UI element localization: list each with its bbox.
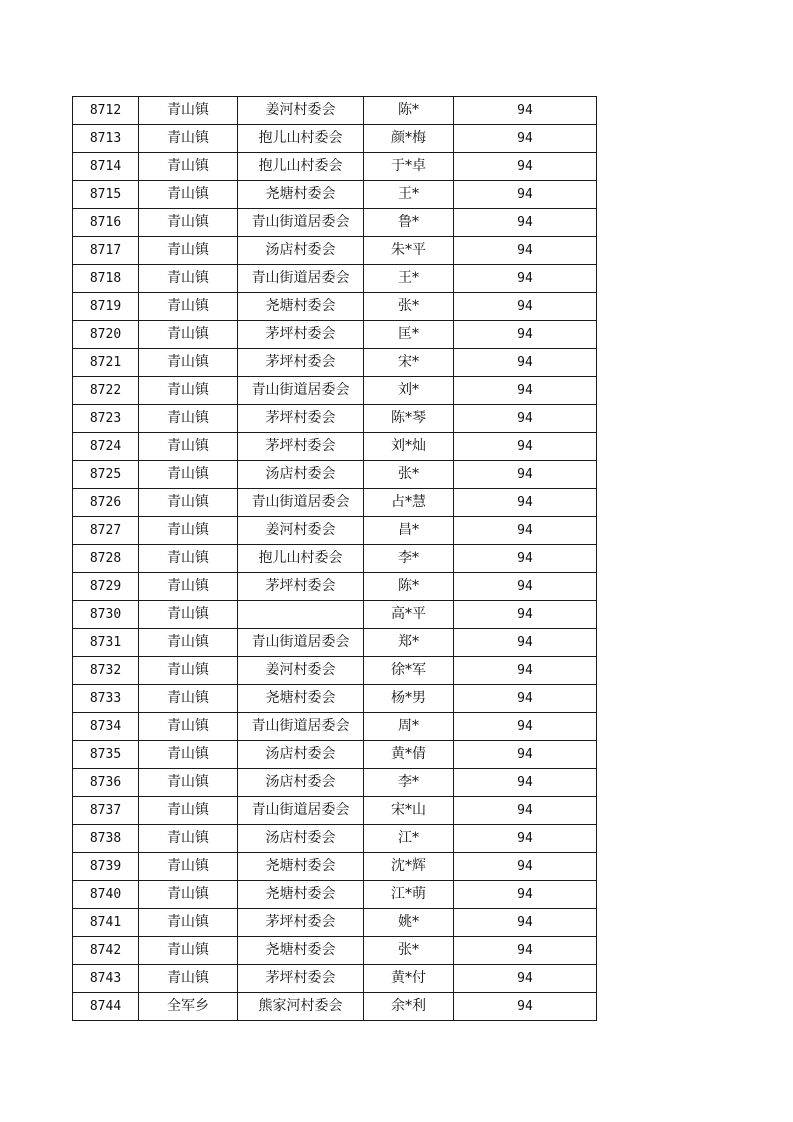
cell-id: 8735 xyxy=(73,741,139,769)
cell-id: 8720 xyxy=(73,321,139,349)
cell-committee: 熊家河村委会 xyxy=(238,993,364,1021)
table-row xyxy=(73,349,597,377)
cell-id: 8732 xyxy=(73,657,139,685)
cell-score: 94 xyxy=(454,237,597,265)
table-body xyxy=(73,97,597,1021)
cell-id: 8731 xyxy=(73,629,139,657)
table-row xyxy=(73,685,597,713)
cell-score: 94 xyxy=(454,909,597,937)
cell-town: 青山镇 xyxy=(139,209,238,237)
cell-id: 8726 xyxy=(73,489,139,517)
cell-name: 王* xyxy=(364,181,454,209)
cell-town: 青山镇 xyxy=(139,769,238,797)
cell-committee: 汤店村委会 xyxy=(238,769,364,797)
cell-score: 94 xyxy=(454,853,597,881)
table-row xyxy=(73,769,597,797)
cell-score: 94 xyxy=(454,881,597,909)
cell-id: 8733 xyxy=(73,685,139,713)
cell-score: 94 xyxy=(454,433,597,461)
cell-score: 94 xyxy=(454,209,597,237)
cell-name: 陈*琴 xyxy=(364,405,454,433)
cell-name: 昌* xyxy=(364,517,454,545)
cell-score: 94 xyxy=(454,741,597,769)
cell-committee: 汤店村委会 xyxy=(238,825,364,853)
cell-town: 青山镇 xyxy=(139,685,238,713)
cell-committee: 青山街道居委会 xyxy=(238,797,364,825)
table-row xyxy=(73,517,597,545)
cell-id: 8723 xyxy=(73,405,139,433)
cell-id: 8736 xyxy=(73,769,139,797)
cell-name: 沈*辉 xyxy=(364,853,454,881)
cell-id: 8718 xyxy=(73,265,139,293)
cell-id: 8716 xyxy=(73,209,139,237)
table-row xyxy=(73,321,597,349)
cell-committee: 尧塘村委会 xyxy=(238,937,364,965)
cell-town: 青山镇 xyxy=(139,321,238,349)
cell-committee: 茅坪村委会 xyxy=(238,573,364,601)
cell-town: 青山镇 xyxy=(139,433,238,461)
cell-name: 张* xyxy=(364,461,454,489)
cell-committee: 青山街道居委会 xyxy=(238,265,364,293)
cell-score: 94 xyxy=(454,321,597,349)
cell-name: 刘*灿 xyxy=(364,433,454,461)
cell-town: 青山镇 xyxy=(139,797,238,825)
cell-town: 青山镇 xyxy=(139,853,238,881)
cell-id: 8740 xyxy=(73,881,139,909)
table-row xyxy=(73,657,597,685)
cell-committee: 茅坪村委会 xyxy=(238,321,364,349)
cell-score: 94 xyxy=(454,993,597,1021)
cell-town: 青山镇 xyxy=(139,741,238,769)
cell-town: 青山镇 xyxy=(139,713,238,741)
cell-town: 青山镇 xyxy=(139,881,238,909)
table-row xyxy=(73,965,597,993)
cell-town: 青山镇 xyxy=(139,181,238,209)
cell-name: 陈* xyxy=(364,97,454,125)
cell-committee: 尧塘村委会 xyxy=(238,853,364,881)
cell-score: 94 xyxy=(454,685,597,713)
cell-score: 94 xyxy=(454,769,597,797)
cell-id: 8724 xyxy=(73,433,139,461)
cell-committee: 青山街道居委会 xyxy=(238,713,364,741)
cell-name: 江* xyxy=(364,825,454,853)
cell-id: 8712 xyxy=(73,97,139,125)
cell-id: 8744 xyxy=(73,993,139,1021)
cell-name: 颜*梅 xyxy=(364,125,454,153)
cell-name: 周* xyxy=(364,713,454,741)
table-row xyxy=(73,741,597,769)
cell-town: 青山镇 xyxy=(139,517,238,545)
cell-score: 94 xyxy=(454,937,597,965)
cell-town: 青山镇 xyxy=(139,573,238,601)
table-row xyxy=(73,909,597,937)
cell-score: 94 xyxy=(454,181,597,209)
cell-committee: 尧塘村委会 xyxy=(238,881,364,909)
cell-town: 青山镇 xyxy=(139,657,238,685)
cell-score: 94 xyxy=(454,97,597,125)
cell-id: 8722 xyxy=(73,377,139,405)
cell-name: 余*利 xyxy=(364,993,454,1021)
cell-town: 青山镇 xyxy=(139,265,238,293)
cell-name: 郑* xyxy=(364,629,454,657)
cell-score: 94 xyxy=(454,573,597,601)
cell-name: 宋*山 xyxy=(364,797,454,825)
cell-name: 朱*平 xyxy=(364,237,454,265)
cell-id: 8730 xyxy=(73,601,139,629)
cell-name: 匡* xyxy=(364,321,454,349)
cell-name: 陈* xyxy=(364,573,454,601)
cell-town: 全军乡 xyxy=(139,993,238,1021)
cell-name: 于*卓 xyxy=(364,153,454,181)
cell-score: 94 xyxy=(454,461,597,489)
cell-name: 江*萌 xyxy=(364,881,454,909)
cell-score: 94 xyxy=(454,797,597,825)
cell-committee: 姜河村委会 xyxy=(238,97,364,125)
data-table xyxy=(72,96,597,1021)
cell-name: 占*慧 xyxy=(364,489,454,517)
cell-score: 94 xyxy=(454,629,597,657)
table-row xyxy=(73,405,597,433)
cell-score: 94 xyxy=(454,349,597,377)
cell-score: 94 xyxy=(454,517,597,545)
cell-town: 青山镇 xyxy=(139,489,238,517)
cell-name: 张* xyxy=(364,937,454,965)
cell-name: 姚* xyxy=(364,909,454,937)
cell-town: 青山镇 xyxy=(139,153,238,181)
cell-id: 8737 xyxy=(73,797,139,825)
table-row xyxy=(73,881,597,909)
cell-town: 青山镇 xyxy=(139,965,238,993)
cell-name: 杨*男 xyxy=(364,685,454,713)
cell-committee: 茅坪村委会 xyxy=(238,965,364,993)
cell-name: 宋* xyxy=(364,349,454,377)
cell-id: 8729 xyxy=(73,573,139,601)
table-row xyxy=(73,853,597,881)
cell-town: 青山镇 xyxy=(139,461,238,489)
cell-committee: 茅坪村委会 xyxy=(238,349,364,377)
table-row xyxy=(73,461,597,489)
cell-score: 94 xyxy=(454,713,597,741)
table-row xyxy=(73,993,597,1021)
cell-id: 8738 xyxy=(73,825,139,853)
cell-committee: 汤店村委会 xyxy=(238,237,364,265)
cell-committee: 抱儿山村委会 xyxy=(238,125,364,153)
cell-committee: 尧塘村委会 xyxy=(238,181,364,209)
cell-id: 8743 xyxy=(73,965,139,993)
cell-score: 94 xyxy=(454,125,597,153)
table-row xyxy=(73,237,597,265)
cell-town: 青山镇 xyxy=(139,909,238,937)
cell-town: 青山镇 xyxy=(139,377,238,405)
cell-town: 青山镇 xyxy=(139,125,238,153)
cell-committee: 青山街道居委会 xyxy=(238,377,364,405)
cell-name: 王* xyxy=(364,265,454,293)
cell-id: 8715 xyxy=(73,181,139,209)
cell-id: 8741 xyxy=(73,909,139,937)
cell-name: 李* xyxy=(364,545,454,573)
cell-id: 8713 xyxy=(73,125,139,153)
cell-id: 8742 xyxy=(73,937,139,965)
cell-name: 高*平 xyxy=(364,601,454,629)
cell-score: 94 xyxy=(454,377,597,405)
cell-score: 94 xyxy=(454,545,597,573)
cell-score: 94 xyxy=(454,965,597,993)
table-row xyxy=(73,265,597,293)
cell-committee: 茅坪村委会 xyxy=(238,433,364,461)
table-row xyxy=(73,489,597,517)
cell-committee: 茅坪村委会 xyxy=(238,405,364,433)
table-row xyxy=(73,573,597,601)
cell-town: 青山镇 xyxy=(139,825,238,853)
cell-committee: 抱儿山村委会 xyxy=(238,153,364,181)
table-row xyxy=(73,937,597,965)
cell-name: 张* xyxy=(364,293,454,321)
cell-committee: 青山街道居委会 xyxy=(238,629,364,657)
table-row xyxy=(73,433,597,461)
cell-town: 青山镇 xyxy=(139,237,238,265)
cell-score: 94 xyxy=(454,657,597,685)
cell-score: 94 xyxy=(454,601,597,629)
cell-score: 94 xyxy=(454,265,597,293)
cell-town: 青山镇 xyxy=(139,601,238,629)
cell-town: 青山镇 xyxy=(139,97,238,125)
cell-name: 李* xyxy=(364,769,454,797)
cell-id: 8717 xyxy=(73,237,139,265)
cell-id: 8719 xyxy=(73,293,139,321)
cell-score: 94 xyxy=(454,489,597,517)
table-row xyxy=(73,209,597,237)
cell-town: 青山镇 xyxy=(139,405,238,433)
cell-committee: 汤店村委会 xyxy=(238,741,364,769)
cell-id: 8721 xyxy=(73,349,139,377)
cell-committee: 青山街道居委会 xyxy=(238,209,364,237)
cell-name: 刘* xyxy=(364,377,454,405)
table-row xyxy=(73,97,597,125)
cell-id: 8727 xyxy=(73,517,139,545)
cell-name: 徐*军 xyxy=(364,657,454,685)
cell-name: 黄*倩 xyxy=(364,741,454,769)
cell-committee: 抱儿山村委会 xyxy=(238,545,364,573)
cell-town: 青山镇 xyxy=(139,937,238,965)
table-row xyxy=(73,713,597,741)
table-row xyxy=(73,601,597,629)
table-row xyxy=(73,629,597,657)
cell-score: 94 xyxy=(454,405,597,433)
cell-score: 94 xyxy=(454,153,597,181)
cell-score: 94 xyxy=(454,825,597,853)
table-row xyxy=(73,153,597,181)
cell-committee: 姜河村委会 xyxy=(238,657,364,685)
cell-id: 8714 xyxy=(73,153,139,181)
cell-score: 94 xyxy=(454,293,597,321)
cell-town: 青山镇 xyxy=(139,545,238,573)
cell-committee: 尧塘村委会 xyxy=(238,293,364,321)
cell-committee: 青山街道居委会 xyxy=(238,489,364,517)
cell-committee: 茅坪村委会 xyxy=(238,909,364,937)
table-row xyxy=(73,545,597,573)
cell-town: 青山镇 xyxy=(139,629,238,657)
cell-committee xyxy=(238,601,364,629)
cell-id: 8728 xyxy=(73,545,139,573)
cell-town: 青山镇 xyxy=(139,293,238,321)
cell-name: 鲁* xyxy=(364,209,454,237)
table-row xyxy=(73,797,597,825)
table-row xyxy=(73,825,597,853)
cell-id: 8739 xyxy=(73,853,139,881)
cell-committee: 汤店村委会 xyxy=(238,461,364,489)
cell-id: 8734 xyxy=(73,713,139,741)
table-row xyxy=(73,125,597,153)
cell-id: 8725 xyxy=(73,461,139,489)
cell-name: 黄*付 xyxy=(364,965,454,993)
table-row xyxy=(73,181,597,209)
cell-committee: 尧塘村委会 xyxy=(238,685,364,713)
table-row xyxy=(73,293,597,321)
table-row xyxy=(73,377,597,405)
cell-town: 青山镇 xyxy=(139,349,238,377)
cell-committee: 姜河村委会 xyxy=(238,517,364,545)
